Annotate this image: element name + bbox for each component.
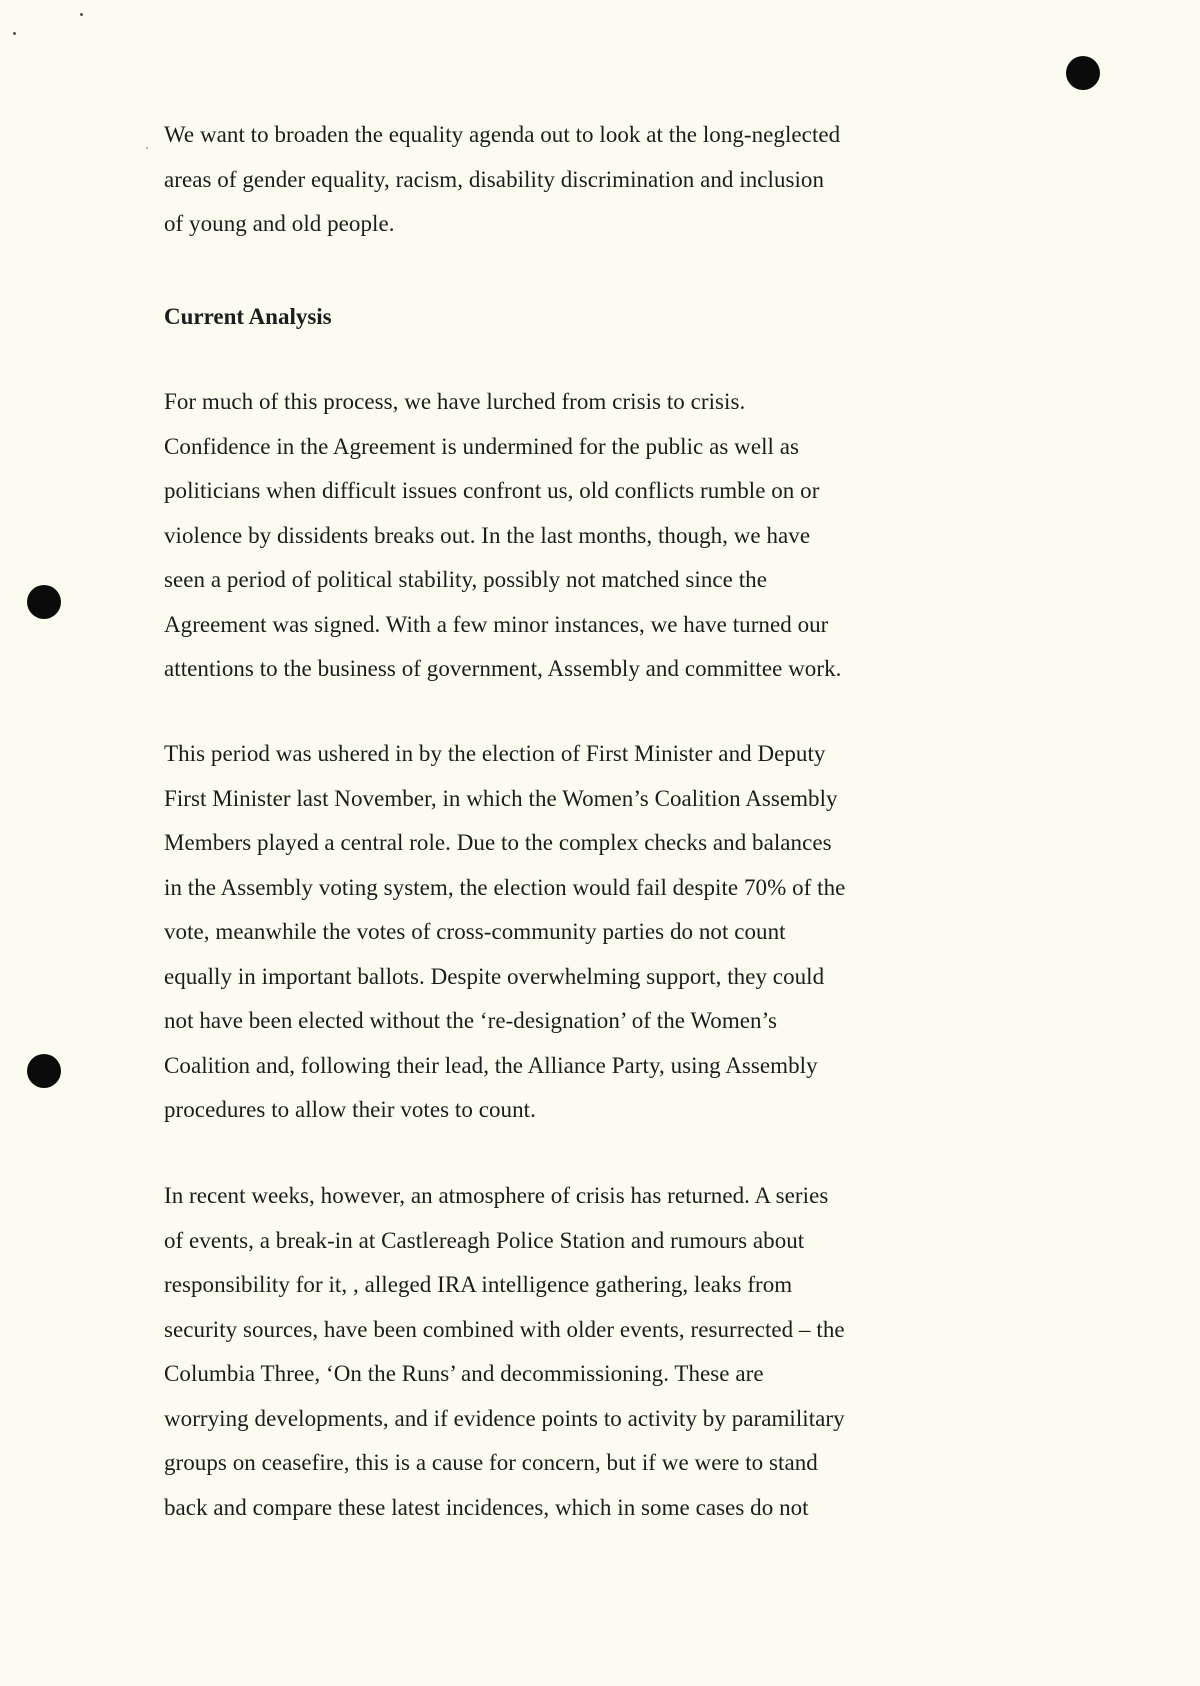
text-line: politicians when difficult issues confront us, old conflicts rumble on or [164, 478, 820, 503]
text-line: areas of gender equality, racism, disability discrimination and inclusion [164, 166, 825, 192]
text-line: violence by dissidents breaks out. In the last months, though, we have [164, 522, 811, 548]
text-line: We want to broaden the equality agenda out to look at the long-neglected [164, 122, 841, 147]
text-line: Columbia Three, ‘On the Runs’ and decommissioning. These are [164, 1361, 764, 1386]
text-line: of young and old people. [164, 211, 395, 236]
text-line: procedures to allow their votes to count. [164, 1097, 536, 1122]
paragraph-recent [164, 1174, 1030, 1530]
text-line: attentions to the business of government, Assembly and committee work. [164, 656, 842, 681]
text-line: back and compare these latest incidences, which in some cases do not [164, 1494, 809, 1520]
text-line: not have been elected without the ‘re-designation’ of the Women’s [164, 1008, 778, 1033]
paragraph-election [164, 732, 1030, 1133]
intro-paragraph [164, 113, 1030, 247]
text-line: Confidence in the Agreement is undermined for the public as well as [164, 433, 800, 459]
text-line: For much of this process, we have lurched from crisis to crisis. [164, 389, 746, 414]
text-line: groups on ceasefire, this is a cause for concern, but if we were to stand [164, 1450, 818, 1475]
text-line: of events, a break-in at Castlereagh Police Station and rumours about [164, 1227, 805, 1253]
text-line: security sources, have been combined with older events, resurrected – the [164, 1316, 845, 1342]
scan-speck [13, 32, 16, 35]
text-line: vote, meanwhile the votes of cross-community parties do not count [164, 919, 786, 944]
text-line: Coalition and, following their lead, the Alliance Party, using Assembly [164, 1052, 818, 1078]
text-line: equally in important ballots. Despite overwhelming support, they could [164, 963, 825, 989]
text-line: Members played a central role. Due to the complex checks and balances [164, 830, 832, 855]
text-line: seen a period of political stability, possibly not matched since the [164, 567, 767, 592]
text-line: Agreement was signed. With a few minor instances, we have turned our [164, 611, 829, 637]
text-line: in the Assembly voting system, the election would fail despite 70% of the [164, 874, 846, 900]
text-line: This period was ushered in by the election of First Minister and Deputy [164, 741, 826, 766]
text-line: First Minister last November, in which the Women’s Coalition Assembly [164, 785, 838, 811]
punch-hole-icon [27, 585, 61, 619]
section-heading: Current Analysis [164, 304, 332, 329]
scan-speck [146, 147, 148, 149]
punch-hole-icon [1066, 56, 1100, 90]
text-line: In recent weeks, however, an atmosphere of crisis has returned. A series [164, 1183, 829, 1208]
paragraph-crisis [164, 380, 1030, 692]
scan-speck [80, 13, 83, 16]
text-line: responsibility for it, , alleged IRA intelligence gathering, leaks from [164, 1272, 793, 1297]
text-line: worrying developments, and if evidence points to activity by paramilitary [164, 1405, 845, 1431]
punch-hole-icon [27, 1054, 61, 1088]
